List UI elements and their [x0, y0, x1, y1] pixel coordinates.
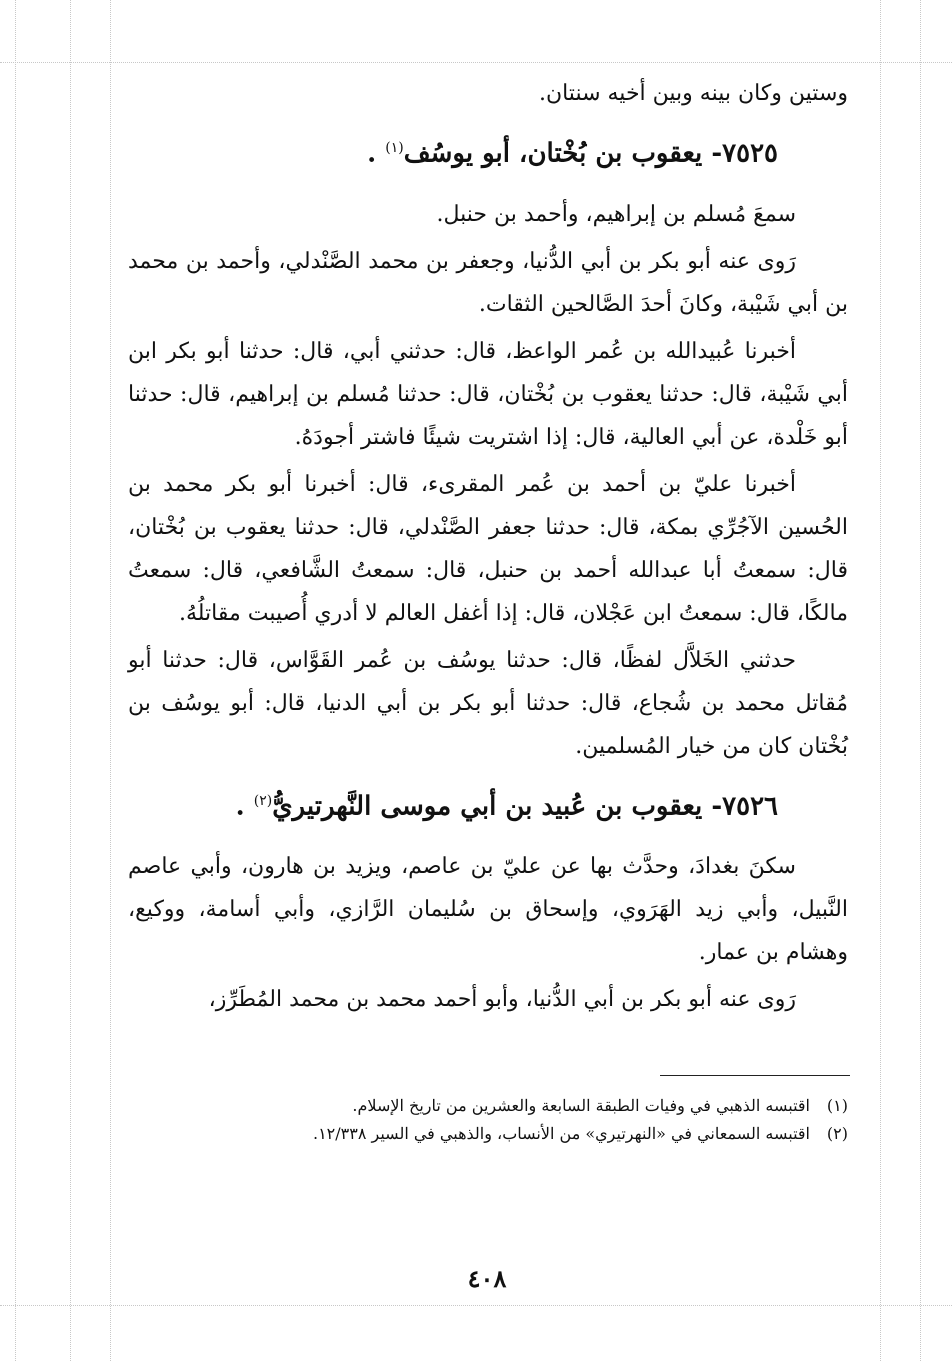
- paragraph: رَوى عنه أبو بكر بن أبي الدُّنيا، وأبو أحمد محمد بن محمد المُطَرِّز،: [208, 987, 796, 1013]
- footnote-text: اقتبسه السمعاني في «النهرتيري» من الأنساب، والذهبي في السير ١٢/٣٣٨.: [312, 1124, 810, 1143]
- footnote-number: (١): [826, 1096, 848, 1115]
- paragraph: سمعَ مُسلم بن إبراهيم، وأحمد بن حنبل.: [436, 201, 796, 227]
- page-body: [128, 72, 848, 1021]
- entry-heading-7526: [128, 776, 848, 832]
- footnote-text: اقتبسه الذهبي في وفيات الطبقة السابعة والعشرين من تاريخ الإسلام.: [352, 1096, 810, 1115]
- scan-guide-line: [15, 0, 16, 1361]
- entry-heading-7525: [128, 123, 848, 179]
- paragraph: أخبرنا عُبيدالله بن عُمر الواعظ، قال: حدثني أبي، قال: حدثنا أبو بكر ابن أبي شَيْبة، قال: حدثنا يعقوب بن بُخْتان، قال: حدثنا مُسلم بن إبراهيم، قال: حدثنا أبو خَلْدة، عن أبي العالية، قال: إذا اشتريت شيئًا فاشتر أجودَهُ.: [128, 338, 848, 450]
- footnote-ref: (١): [385, 140, 404, 156]
- scan-guide-line: [920, 0, 921, 1361]
- scan-guide-line: [110, 0, 111, 1361]
- heading-end: .: [367, 138, 377, 169]
- footnote-item: [230, 1120, 848, 1148]
- scan-guide-line: [0, 62, 952, 63]
- footnote-item: [230, 1092, 848, 1120]
- scan-guide-line: [70, 0, 71, 1361]
- paragraph: حدثني الخَلاَّل لفظًا، قال: حدثنا يوسُف بن عُمر القَوَّاس، قال: حدثنا أبو مُقاتل محمد بن شُجاع، قال: حدثنا أبو بكر بن أبي الدنيا، قال: أبو يوسُف بن بُخْتان كان من خيار المُسلمين.: [128, 647, 848, 759]
- paragraph: سكنَ بغدادَ، وحدَّث بها عن عليّ بن عاصم، ويزيد بن هارون، وأبي عاصم النَّبيل، وأبي زيد الهَرَوي، وإسحاق بن سُليمان الرَّازي، وأبي أسامة، ووكيع، وهشام بن عمار.: [128, 854, 848, 966]
- heading-end: .: [235, 791, 245, 822]
- footnote-number: (٢): [826, 1124, 848, 1143]
- page-number: ٤٠٨: [467, 1264, 507, 1293]
- footnote-separator: [660, 1075, 850, 1076]
- scan-guide-line: [0, 1305, 952, 1306]
- scan-guide-line: [880, 0, 881, 1361]
- entry-title: ٧٥٢٦- يعقوب بن عُبيد بن أبي موسى النَّهرتيريُّ: [272, 791, 778, 822]
- footnote-ref: (٢): [253, 792, 273, 809]
- paragraph: رَوى عنه أبو بكر بن أبي الدُّنيا، وجعفر بن محمد الصَّنْدلي، وأحمد بن محمد بن أبي شَيْبة، وكانَ أحدَ الصَّالحين الثقات.: [128, 248, 848, 317]
- continuation-line: وستين وكان بينه وبين أخيه سنتان.: [538, 81, 848, 106]
- paragraph: أخبرنا عليّ بن أحمد بن عُمر المقرىء، قال: أخبرنا أبو بكر محمد بن الحُسين الآجُرِّي بمكة، قال: حدثنا جعفر الصَّنْدلي، قال: حدثنا يعقوب بن بُخْتان، قال: سمعتُ أبا عبدالله أحمد بن حنبل، قال: سمعتُ الشَّافعي، قال: سمعتُ مالكًا، قال: سمعتُ ابن عَجْلان، قال: إذا أغفل العالم لا أدري أُصيبت مقاتلُهُ.: [128, 471, 848, 626]
- footnotes: [230, 1092, 848, 1148]
- entry-title: ٧٥٢٥- يعقوب بن بُخْتان، أبو يوسُف: [403, 138, 778, 169]
